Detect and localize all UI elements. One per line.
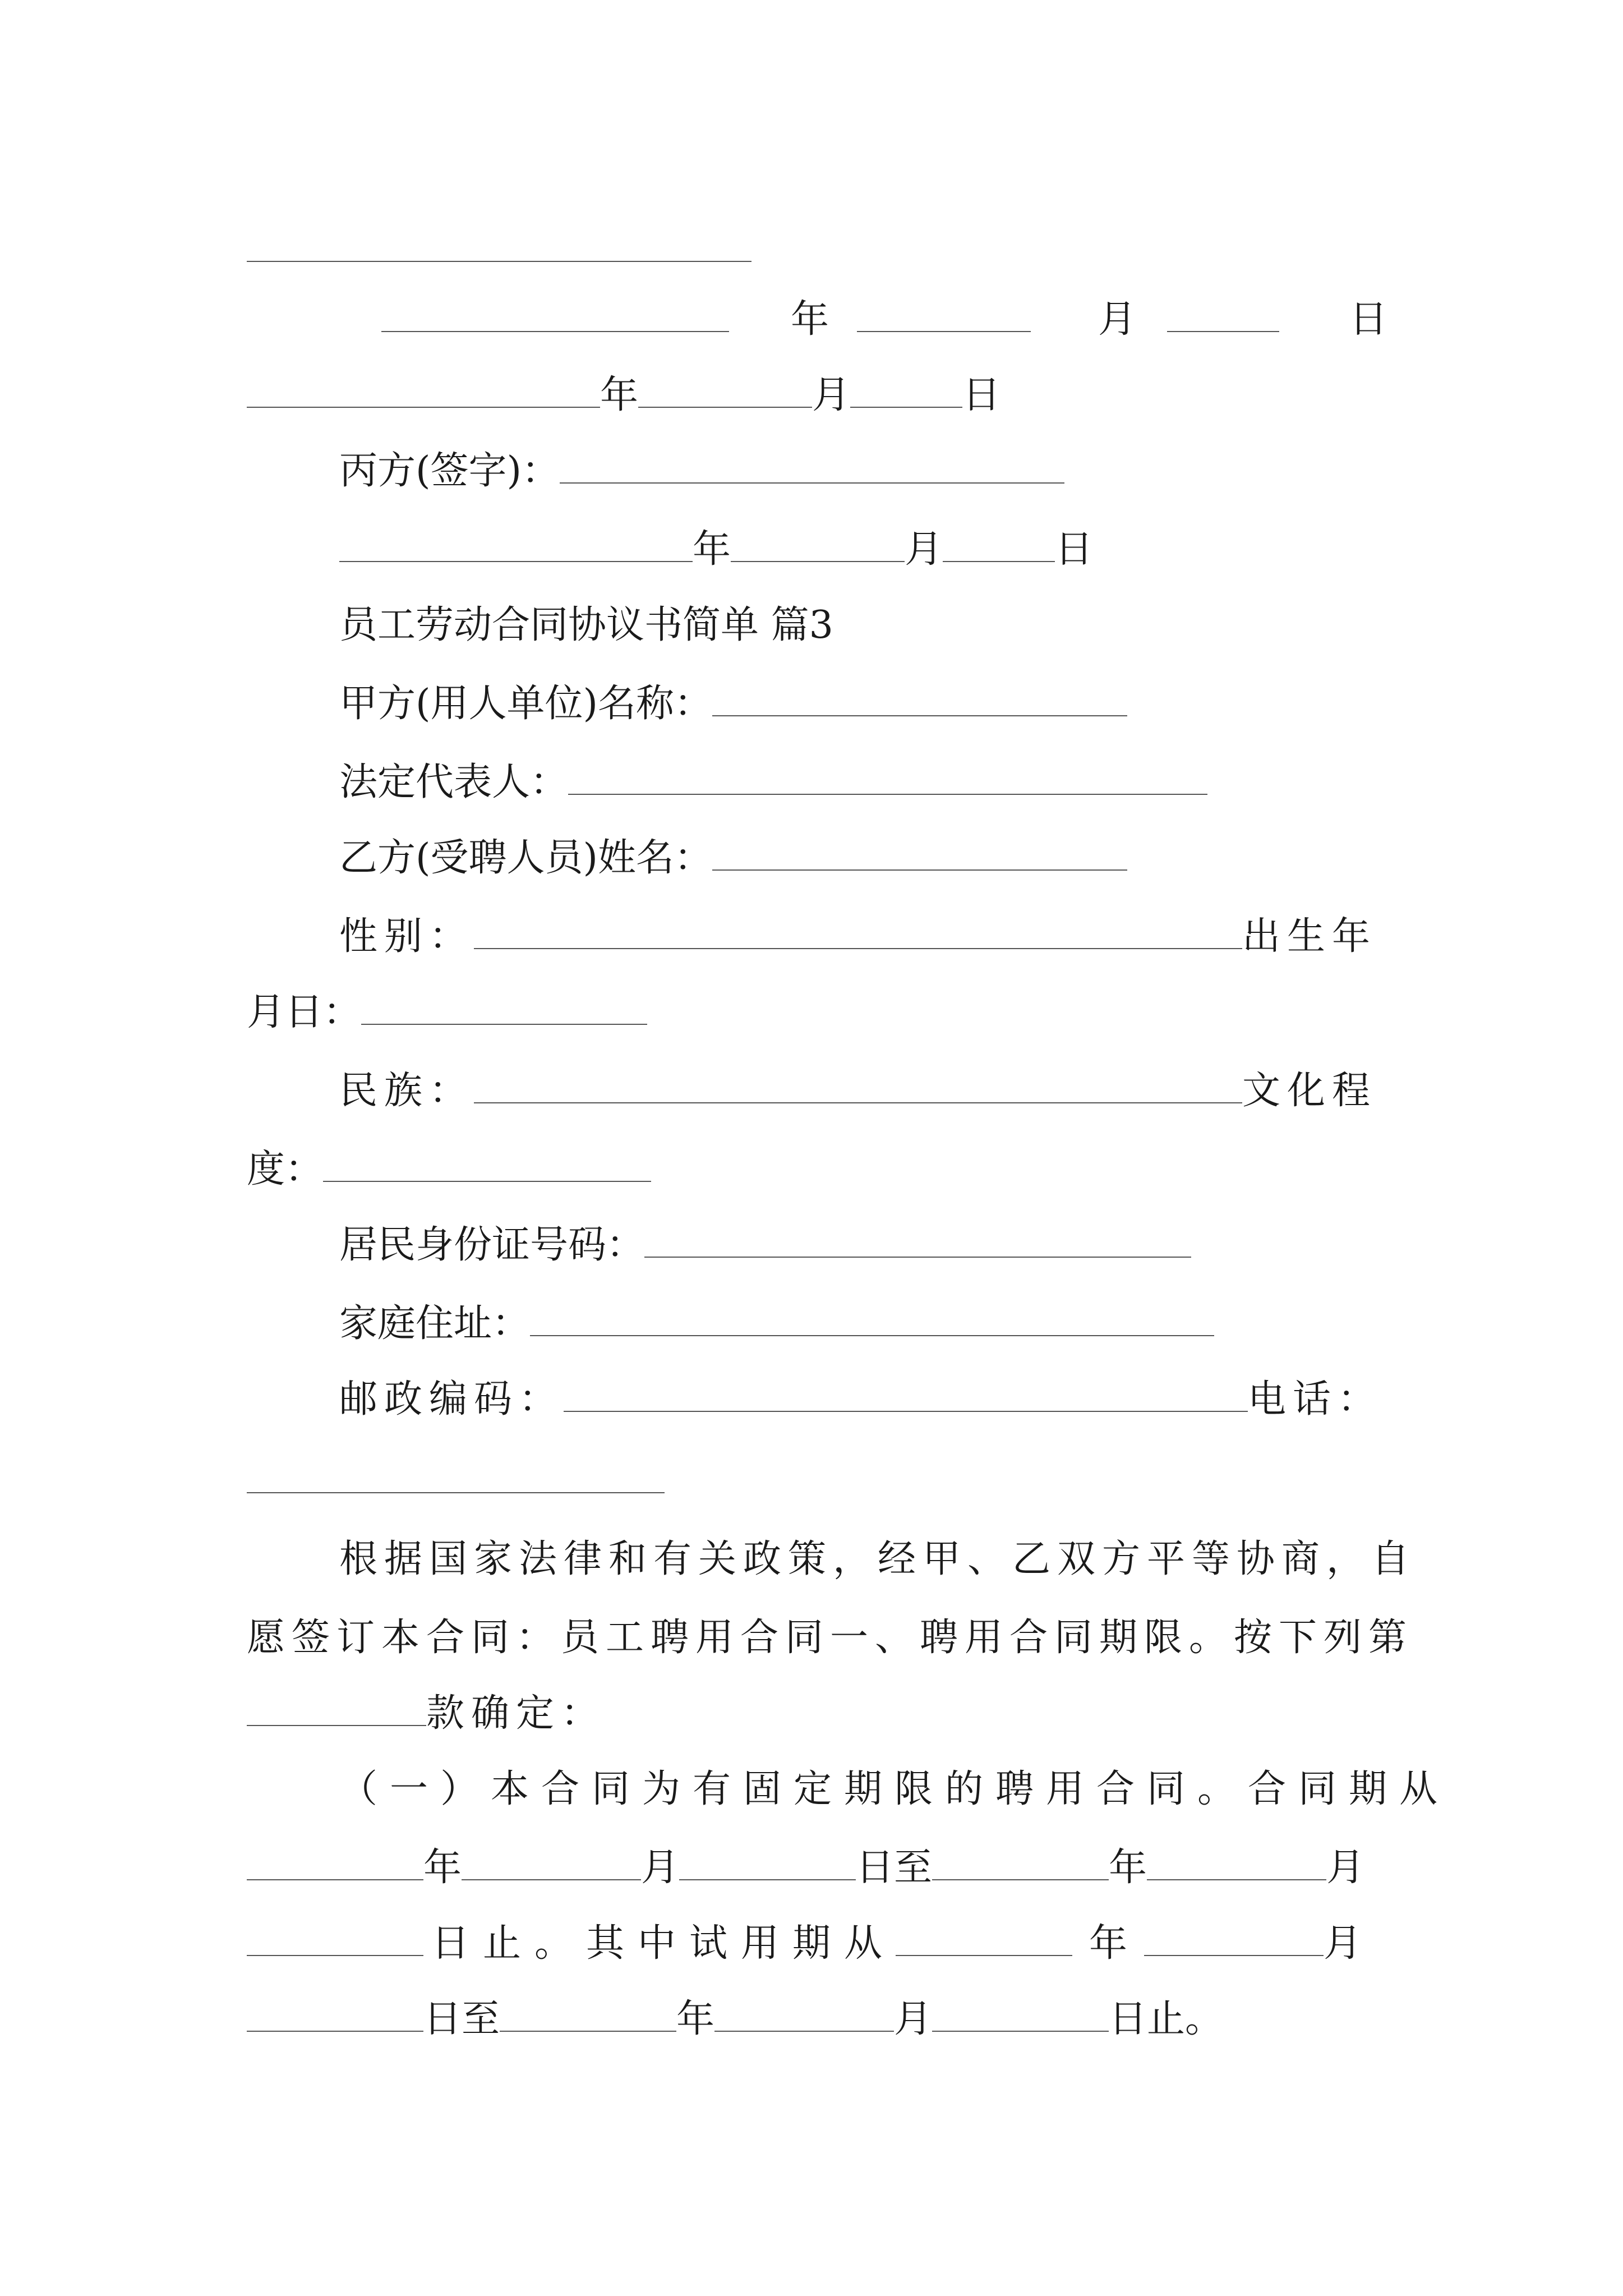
- blank-line: [247, 261, 751, 262]
- blank-day: [943, 530, 1055, 562]
- body-paragraph-line: 根据国家法律和有关政策，经甲、乙双方平等协商，自: [339, 1537, 1417, 1581]
- blank-year: [339, 530, 693, 562]
- address-line: [339, 1301, 1214, 1346]
- blank-phone: [247, 1492, 665, 1493]
- blank-address: [530, 1304, 1214, 1336]
- birth-line: [247, 990, 647, 1035]
- education-label-a: 文化程: [1242, 1069, 1377, 1113]
- date-to: 日至: [856, 1846, 933, 1890]
- blank-birth: [361, 992, 647, 1025]
- birth-label-a: 出生年: [1242, 914, 1377, 959]
- date-line: [381, 297, 1387, 342]
- id-number-label: 居民身份证号码：: [339, 1223, 645, 1267]
- day-word: 日: [962, 373, 1001, 417]
- blank-month: [857, 300, 1031, 332]
- blank-month: [731, 530, 905, 562]
- date-to: 日至: [423, 1997, 500, 2041]
- probation-line: [247, 1921, 1362, 1966]
- gender-label: 性别：: [339, 914, 474, 959]
- blank-legal-rep: [568, 762, 1207, 795]
- clause-suffix: 款确定：: [426, 1691, 606, 1736]
- phone-label: 电话：: [1248, 1377, 1383, 1421]
- probation-dates: [247, 1997, 1223, 2042]
- year-word: 年: [693, 527, 731, 572]
- blank-year: [896, 1924, 1072, 1956]
- party-c-sign-label: 丙方(签字)：: [339, 449, 560, 493]
- employer-name-line: [339, 682, 1127, 726]
- year-word: 年: [676, 1997, 715, 2041]
- blank-signature: [560, 451, 1064, 484]
- year-word: 年: [423, 1846, 462, 1890]
- blank-month: [1144, 1924, 1324, 1956]
- blank-month: [1147, 1848, 1326, 1880]
- postcode-line: [339, 1377, 1382, 1422]
- blank-ethnicity: [474, 1071, 1242, 1103]
- year-word: 年: [791, 297, 829, 342]
- blank-id-number: [644, 1225, 1191, 1258]
- month-word: 月: [812, 373, 851, 417]
- blank-gender: [474, 917, 1242, 949]
- year-word: 年: [600, 373, 639, 417]
- body-paragraph-line: 愿签订本合同：员工聘用合同一、聘用合同期限。按下列第: [247, 1616, 1414, 1660]
- party-c-sign-line: [339, 449, 1064, 494]
- education-label-b: 度：: [247, 1147, 324, 1191]
- month-word: 月: [1326, 1846, 1365, 1890]
- section-title: 员工劳动合同协议书简单 篇3: [339, 603, 833, 647]
- month-word: 月: [641, 1846, 680, 1890]
- legal-rep-label: 法定代表人：: [339, 760, 569, 804]
- education-line: [247, 1147, 651, 1192]
- blank-year: [247, 375, 600, 408]
- day-word: 日: [1055, 527, 1094, 572]
- gender-line: [339, 914, 1377, 959]
- day-word: 日: [1349, 297, 1388, 342]
- ethnicity-line: [339, 1069, 1377, 1114]
- year-word: 年: [1109, 1846, 1147, 1890]
- blank-year: [381, 300, 729, 332]
- blank-day: [679, 1848, 856, 1880]
- date-line: [339, 527, 1093, 572]
- blank-day: [850, 375, 962, 408]
- month-word: 月: [905, 527, 943, 572]
- contract-term-line: （一）本合同为有固定期限的聘用合同。合同期从: [339, 1767, 1450, 1811]
- id-number-line: [339, 1223, 1191, 1268]
- legal-rep-line: [339, 760, 1207, 805]
- address-label: 家庭住址：: [339, 1301, 531, 1346]
- blank-year: [247, 1848, 423, 1880]
- blank-education: [323, 1149, 651, 1182]
- blank-postcode: [564, 1379, 1248, 1412]
- body-paragraph-line: [247, 1691, 606, 1736]
- contract-term-dates: [247, 1846, 1364, 1890]
- blank-day: [247, 1999, 423, 2032]
- month-word: 月: [1324, 1921, 1362, 1966]
- month-word: 月: [1098, 297, 1137, 342]
- blank-month: [462, 1848, 641, 1880]
- employer-name-label: 甲方(用人单位)名称：: [339, 682, 713, 726]
- blank-year: [500, 1999, 676, 2032]
- blank-month: [714, 1999, 894, 2032]
- birth-label-b: 月日：: [247, 990, 362, 1034]
- blank-day: [1167, 300, 1279, 332]
- ethnicity-label: 民族：: [339, 1069, 474, 1113]
- month-word: 月: [894, 1997, 933, 2041]
- blank-day: [247, 1924, 423, 1956]
- postcode-label: 邮政编码：: [339, 1377, 564, 1421]
- employee-name-label: 乙方(受聘人员)姓名：: [339, 836, 713, 880]
- blank-month: [638, 375, 812, 408]
- date-line: [247, 373, 1000, 418]
- blank-employee-name: [712, 838, 1127, 871]
- probation-prefix: 日止。其中试用期从: [431, 1921, 896, 1966]
- blank-employer-name: [712, 684, 1127, 716]
- blank-day: [932, 1999, 1109, 2032]
- blank-clause: [247, 1694, 426, 1726]
- year-word: 年: [1089, 1921, 1128, 1966]
- employee-name-line: [339, 836, 1127, 881]
- blank-year: [932, 1848, 1109, 1880]
- day-until: 日止。: [1109, 1997, 1224, 2041]
